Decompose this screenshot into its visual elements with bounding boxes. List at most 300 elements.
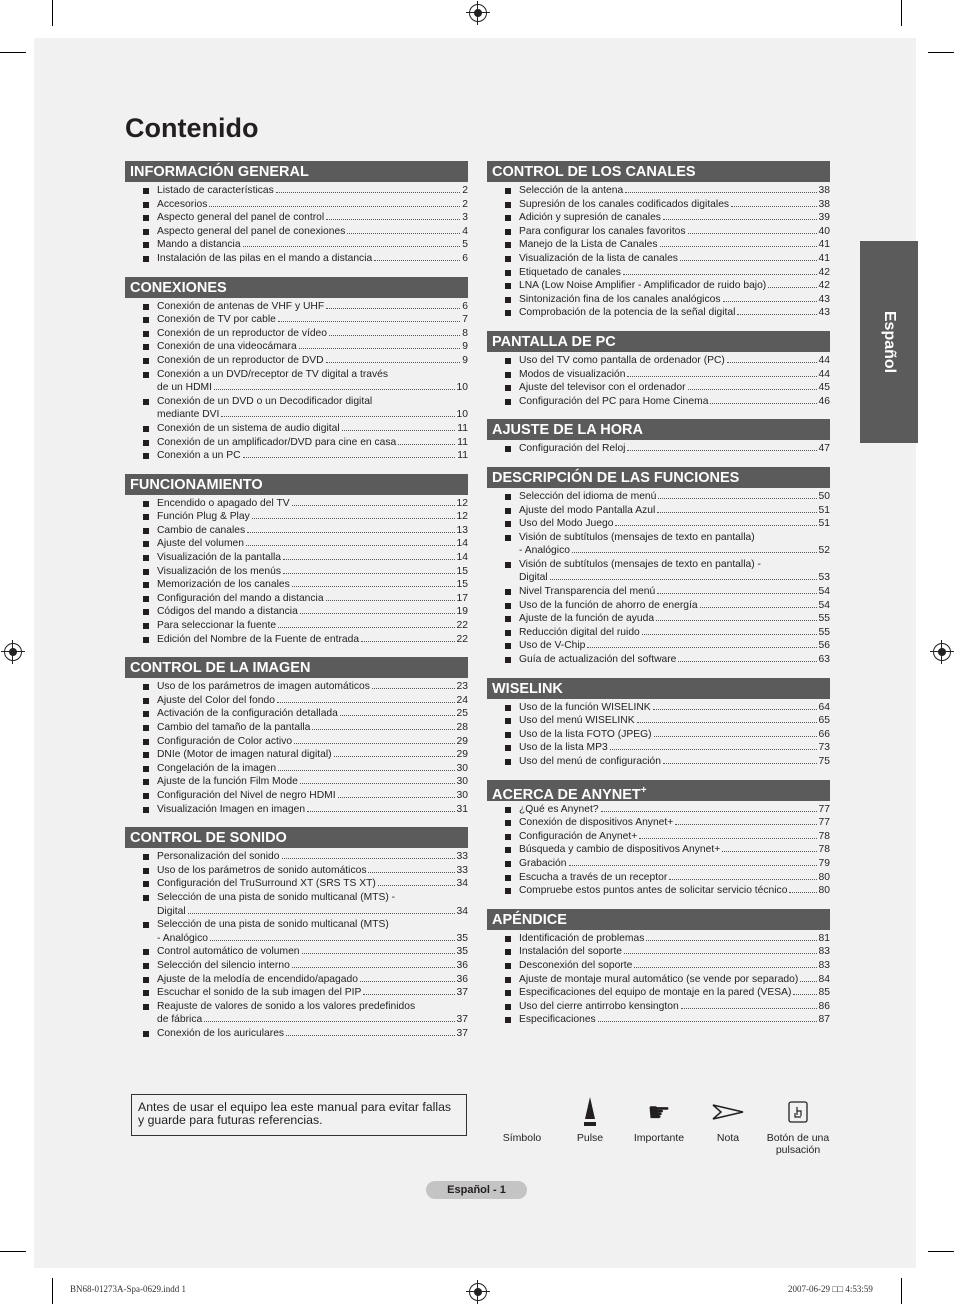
toc-entry-line: [157, 633, 468, 647]
dot-leader: [283, 559, 455, 560]
toc-entry-line: [519, 945, 830, 959]
toc-page-number: 50: [818, 490, 830, 502]
toc-entry-line: [519, 871, 830, 885]
dot-leader: [368, 872, 454, 873]
dot-leader: [789, 892, 816, 893]
dot-leader: [663, 219, 817, 220]
footer-file-info: BN68-01273A-Spa-0629.indd 1: [70, 1284, 186, 1294]
toc-page-number: 47: [818, 443, 830, 455]
toc-page-number: 79: [818, 857, 830, 869]
section-header: [487, 780, 830, 801]
legend-label: Nota: [716, 1132, 740, 1144]
toc-entry-text: Ajuste del modo Pantalla Azul: [519, 504, 656, 516]
toc-entry: [125, 619, 468, 633]
toc-entry: [487, 490, 830, 504]
toc-page-number: 28: [456, 722, 468, 733]
toc-page-number: 6: [462, 252, 468, 264]
toc-entry-line: [157, 748, 468, 762]
dot-leader: [737, 314, 816, 315]
toc-page-number: 36: [456, 959, 468, 971]
dot-leader: [793, 994, 816, 995]
dot-leader: [283, 573, 455, 574]
toc-entry: [487, 395, 830, 409]
toc-entry-text: Grabación: [519, 857, 567, 869]
toc-entry-line: [157, 877, 468, 891]
toc-entry-text: Digital: [519, 572, 548, 584]
toc-page-number: 37: [456, 1027, 468, 1039]
toc-page-number: 75: [818, 756, 830, 767]
toc-entry-line: [157, 225, 468, 239]
toc-column-left: [125, 161, 468, 1051]
toc-entry-text: Compruebe estos puntos antes de solicitar servicio técnico: [519, 885, 788, 897]
toc-entry-line: [157, 198, 468, 212]
dot-leader: [587, 647, 816, 648]
toc-entry: [125, 891, 468, 918]
toc-entry-line: [157, 891, 468, 905]
toc-entry-line: [157, 619, 468, 633]
crop-mark: [52, 1278, 53, 1304]
toc-entry-text: Instalación del soporte: [519, 946, 623, 958]
toc-entry: [125, 238, 468, 252]
toc-entry: [125, 762, 468, 776]
toc-entry: [125, 986, 468, 1000]
section-header: [487, 678, 830, 699]
toc-list: [125, 300, 468, 463]
toc-entry-text: Configuración del Nivel de negro HDMI: [157, 789, 336, 801]
toc-page-number: 10: [456, 382, 468, 394]
toc-entry: [125, 748, 468, 762]
toc-entry: [487, 871, 830, 885]
toc-entry-text: Selección de una pista de sonido multicanal (MTS) -: [157, 891, 396, 903]
toc-entry: [125, 850, 468, 864]
toc-entry-line: [519, 728, 830, 742]
section-header: [487, 909, 830, 930]
toc-entry-text: Configuración del TruSurround XT (SRS TS XT): [157, 878, 376, 890]
crop-mark: [901, 1278, 902, 1304]
toc-entry-text: Uso de la lista FOTO (JPEG): [519, 728, 652, 740]
toc-entry: [125, 1027, 468, 1041]
toc-entry-text: - Analógico: [157, 932, 208, 944]
toc-entry: [487, 959, 830, 973]
dot-leader: [299, 348, 461, 349]
dot-leader: [214, 389, 455, 390]
toc-entry-line: [157, 524, 468, 538]
toc-entry-line: [157, 680, 468, 694]
toc-entry: [125, 184, 468, 198]
toc-page-number: 37: [456, 987, 468, 999]
toc-entry: [125, 680, 468, 694]
toc-entry: [125, 945, 468, 959]
dot-leader: [637, 722, 817, 723]
toc-entry-line: [519, 544, 830, 558]
toc-entry: [487, 986, 830, 1000]
toc-entry: [125, 721, 468, 735]
toc-entry-line: [519, 504, 830, 518]
section-apendice: [487, 909, 830, 1027]
toc-entry: [487, 973, 830, 987]
toc-page-number: 15: [456, 565, 468, 577]
toc-entry: [125, 225, 468, 239]
registration-mark-icon: [469, 4, 487, 22]
toc-entry: [487, 728, 830, 742]
toc-entry-line: [157, 707, 468, 721]
section-header: [125, 277, 468, 298]
toc-entry-line: [157, 721, 468, 735]
toc-entry: [487, 354, 830, 368]
toc-entry-text: Uso de la función WISELINK: [519, 701, 651, 713]
toc-entry: [487, 442, 830, 456]
toc-entry: [487, 211, 830, 225]
toc-entry-text: Selección del idioma de menú: [519, 490, 657, 502]
toc-entry-text: Especificaciones del equipo de montaje en la pared (VESA): [519, 987, 792, 999]
dot-leader: [710, 403, 816, 404]
toc-entry-text: Adición y supresión de canales: [519, 212, 661, 224]
toc-entry-line: [157, 408, 468, 422]
toc-entry-line: [519, 585, 830, 599]
toc-entry-text: Supresión de los canales codificados digitales: [519, 198, 730, 210]
dot-leader: [188, 913, 455, 914]
toc-entry: [125, 1000, 468, 1027]
toc-page-number: 19: [456, 606, 468, 618]
registration-mark-icon: [4, 643, 22, 661]
toc-entry-text: Ajuste del televisor con el ordenador: [519, 382, 686, 394]
toc-page-number: 9: [462, 354, 468, 366]
toc-entry: [125, 959, 468, 973]
dot-leader: [800, 981, 816, 982]
toc-entry: [487, 714, 830, 728]
toc-entry-text: Códigos del mando a distancia: [157, 606, 298, 618]
toc-entry: [487, 1000, 830, 1014]
toc-entry-text: Conexión de TV por cable: [157, 314, 276, 326]
page-number: Español - 1: [426, 1181, 527, 1199]
toc-entry-line: [519, 266, 830, 280]
toc-entry: [125, 537, 468, 551]
toc-entry-line: [157, 932, 468, 946]
section-title: INFORMACIÓN GENERAL: [130, 164, 309, 180]
toc-page-number: 78: [818, 830, 830, 842]
dot-leader: [307, 811, 454, 812]
toc-entry-text: Aspecto general del panel de control: [157, 212, 325, 224]
toc-entry-text: Ajuste del Color del fondo: [157, 694, 275, 706]
toc-entry-text: Ajuste de la función de ayuda: [519, 613, 655, 625]
legend-item-note: [693, 1092, 763, 1144]
toc-entry-line: [157, 238, 468, 252]
toc-entry: [125, 313, 468, 327]
toc-entry-line: [519, 225, 830, 239]
toc-entry-line: [157, 1013, 468, 1027]
toc-entry-text: Mando a distancia: [157, 239, 241, 251]
toc-page-number: 80: [818, 871, 830, 883]
toc-entry: [487, 381, 830, 395]
toc-entry-line: [519, 986, 830, 1000]
toc-entry-text: Conexión de un DVD o un Decodificador digital: [157, 395, 373, 407]
toc-entry: [125, 707, 468, 721]
toc-entry: [487, 238, 830, 252]
toc-entry: [487, 830, 830, 844]
toc-page-number: 77: [818, 817, 830, 829]
registration-mark-icon: [933, 643, 951, 661]
toc-entry-text: Conexión de un reproductor de vídeo: [157, 327, 328, 339]
toc-entry-text: Etiquetado de canales: [519, 266, 621, 278]
toc-entry-text: Visión de subtítulos (mensajes de texto en pantalla): [519, 531, 755, 543]
toc-entry: [125, 300, 468, 314]
dot-leader: [374, 260, 460, 261]
toc-entry-text: Reducción digital del ruido: [519, 626, 640, 638]
dot-leader: [204, 1021, 454, 1022]
toc-entry: [125, 524, 468, 538]
toc-page-number: 12: [456, 511, 468, 523]
section-control-de-la-imagen: [125, 657, 468, 816]
section-title: WISELINK: [492, 680, 563, 697]
toc-page-number: 22: [456, 620, 468, 632]
toc-entry-line: [519, 381, 830, 395]
toc-entry-text: Conexión a un DVD/receptor de TV digital a través: [157, 368, 389, 380]
toc-entry-text: Conexión a un PC: [157, 450, 241, 462]
toc-entry-text: Comprobación de la potencia de la señal digital: [519, 307, 736, 319]
toc-entry-text: Configuración de Anynet+: [519, 830, 638, 842]
toc-page-number: 45: [818, 382, 830, 394]
toc-entry-text: Control automático de volumen: [157, 946, 300, 958]
toc-entry-line: [157, 905, 468, 919]
toc-entry-line: [519, 279, 830, 293]
toc-entry-line: [157, 300, 468, 314]
toc-entry-line: [157, 354, 468, 368]
toc-page-number: 41: [818, 252, 830, 264]
toc-entry: [125, 449, 468, 463]
section-title: CONTROL DE LOS CANALES: [492, 164, 696, 180]
dot-leader: [292, 505, 455, 506]
dot-leader: [347, 233, 460, 234]
dot-leader: [221, 416, 454, 417]
toc-entry: [125, 422, 468, 436]
toc-entry: [125, 877, 468, 891]
toc-entry-text: Conexión de los auriculares: [157, 1027, 285, 1039]
toc-entry-line: [157, 1027, 468, 1041]
section-title: FUNCIONAMIENTO: [130, 476, 263, 493]
symbol-legend: [487, 1092, 837, 1162]
dot-leader: [294, 743, 454, 744]
dot-leader: [276, 192, 461, 193]
toc-entry-line: [519, 368, 830, 382]
toc-entry-text: Uso del Modo Juego: [519, 518, 614, 530]
section-control-de-los-canales: [487, 161, 830, 320]
toc-entry-text: Congelación de la imagen: [157, 762, 277, 774]
toc-entry-line: [519, 198, 830, 212]
language-tab-label: Español: [881, 310, 898, 374]
toc-page-number: 12: [456, 497, 468, 509]
toc-entry: [487, 816, 830, 830]
toc-entry-text: Configuración de Color activo: [157, 735, 293, 747]
toc-entry-line: [157, 537, 468, 551]
toc-list: [125, 497, 468, 647]
dot-leader: [601, 811, 817, 812]
toc-page-number: 17: [456, 592, 468, 604]
toc-page-number: 11: [457, 422, 468, 434]
dot-leader: [727, 362, 817, 363]
crop-mark: [928, 52, 954, 53]
toc-entry-line: [157, 184, 468, 198]
toc-entry-text: de fábrica: [157, 1014, 203, 1026]
toc-list: [487, 803, 830, 898]
toc-list: [487, 442, 830, 456]
toc-page-number: 44: [818, 368, 830, 380]
toc-entry-text: Uso del TV como pantalla de ordenador (PC): [519, 354, 725, 366]
toc-page-number: 33: [456, 851, 468, 863]
toc-entry-line: [157, 368, 468, 382]
toc-entry: [125, 395, 468, 422]
toc-page-number: 29: [456, 749, 468, 761]
toc-entry: [125, 436, 468, 450]
toc-entry-text: DNIe (Motor de imagen natural digital): [157, 749, 332, 761]
toc-entry-text: Manejo de la Lista de Canales: [519, 239, 658, 251]
toc-page-number: 51: [818, 504, 830, 516]
toc-entry-line: [519, 238, 830, 252]
toc-entry-text: Selección de la antena: [519, 185, 624, 196]
dot-leader: [312, 729, 454, 730]
toc-entry-text: Instalación de las pilas en el mando a distancia: [157, 252, 373, 264]
toc-entry-text: Uso de los parámetros de sonido automáticos: [157, 864, 367, 876]
toc-entry: [487, 803, 830, 817]
dot-leader: [624, 953, 816, 954]
toc-entry-line: [157, 395, 468, 409]
toc-entry-line: [157, 497, 468, 511]
toc-entry-line: [157, 551, 468, 565]
toc-entry: [487, 857, 830, 871]
toc-entry-text: Uso de la lista MP3: [519, 742, 608, 754]
toc-entry-line: [519, 612, 830, 626]
toc-page-number: 31: [456, 803, 468, 815]
toc-page-number: 56: [818, 640, 830, 652]
toc-entry: [487, 884, 830, 898]
toc-page-number: 5: [462, 239, 468, 251]
toc-entry-text: Activación de la configuración detallada: [157, 708, 338, 720]
toc-entry-text: Modos de visualización: [519, 368, 626, 380]
toc-entry-text: Edición del Nombre de la Fuente de entrada: [157, 633, 360, 645]
toc-page-number: 14: [456, 538, 468, 550]
dot-leader: [329, 335, 460, 336]
dot-leader: [627, 376, 816, 377]
section-header: [125, 657, 468, 678]
pointing-hand-icon: ☛: [647, 1096, 671, 1127]
dot-leader: [342, 430, 456, 431]
dot-leader: [688, 233, 817, 234]
toc-list: [487, 701, 830, 769]
toc-entry-text: Personalización del sonido: [157, 851, 280, 863]
dot-leader: [278, 321, 460, 322]
toc-entry-line: [157, 592, 468, 606]
section-title: DESCRIPCIÓN DE LAS FUNCIONES: [492, 469, 740, 486]
toc-list: [487, 354, 830, 408]
toc-entry: [125, 633, 468, 647]
toc-entry: [487, 368, 830, 382]
dot-leader: [398, 444, 455, 445]
toc-entry: [487, 843, 830, 857]
legend-label: Pulse: [576, 1132, 604, 1144]
toc-page-number: 42: [818, 266, 830, 278]
section-informacion-general: [125, 161, 468, 266]
toc-page-number: 43: [818, 307, 830, 319]
note-text: Antes de usar el equipo lea este manual para evitar fallas y guarde para futuras referencias.: [138, 1100, 452, 1127]
dot-leader: [646, 940, 816, 941]
toc-entry-line: [157, 850, 468, 864]
toc-entry-text: Desconexión del soporte: [519, 959, 633, 971]
toc-entry-text: Accesorios: [157, 198, 208, 210]
dot-leader: [243, 246, 461, 247]
toc-entry-line: [157, 973, 468, 987]
toc-entry-line: [157, 436, 468, 450]
toc-entry-text: Selección de una pista de sonido multicanal (MTS): [157, 919, 389, 931]
toc-entry-text: LNA (Low Noise Amplifier - Amplificador de ruido bajo): [519, 280, 767, 292]
toc-page-number: 83: [818, 946, 830, 958]
toc-entry-text: ¿Qué es Anynet?: [519, 803, 599, 815]
toc-entry: [125, 497, 468, 511]
toc-entry-line: [519, 490, 830, 504]
toc-entry-line: [157, 986, 468, 1000]
toc-entry-line: [157, 918, 468, 932]
toc-entry: [487, 252, 830, 266]
toc-entry-line: [519, 857, 830, 871]
toc-entry-text: Ajuste de montaje mural automático (se vende por separado): [519, 973, 799, 985]
toc-entry-text: Digital: [157, 905, 186, 917]
toc-page-number: 77: [818, 803, 830, 815]
toc-page-number: 9: [462, 341, 468, 353]
dot-leader: [209, 206, 460, 207]
one-touch-button-icon: [763, 1092, 833, 1132]
section-ajuste-de-la-hora: [487, 419, 830, 456]
section-wiselink: [487, 678, 830, 769]
toc-entry: [487, 293, 830, 307]
symbol-icon: [487, 1092, 557, 1132]
toc-entry-text: Escucha a través de un receptor: [519, 871, 668, 883]
toc-page-number: 85: [818, 987, 830, 999]
dot-leader: [326, 362, 461, 363]
dot-leader: [623, 274, 817, 275]
toc-entry-text: Ajuste del volumen: [157, 538, 245, 550]
toc-page-number: 30: [456, 762, 468, 774]
legend-label: Símbolo: [502, 1132, 542, 1144]
toc-page-number: 38: [818, 185, 830, 196]
toc-list: [487, 184, 830, 320]
dot-leader: [278, 770, 454, 771]
dot-leader: [300, 783, 455, 784]
toc-entry-line: [157, 313, 468, 327]
toc-page-number: 54: [818, 586, 830, 598]
toc-entry: [125, 340, 468, 354]
dot-leader: [688, 389, 817, 390]
toc-entry: [487, 653, 830, 667]
toc-entry: [487, 626, 830, 640]
toc-entry-text: Conexión de dispositivos Anynet+: [519, 817, 674, 829]
toc-entry: [487, 1013, 830, 1027]
toc-list: [487, 932, 830, 1027]
toc-page-number: 37: [456, 1014, 468, 1026]
toc-entry: [125, 211, 468, 225]
toc-page-number: 54: [818, 599, 830, 611]
dot-leader: [210, 940, 455, 941]
toc-entry-text: Listado de características: [157, 185, 274, 196]
toc-entry-line: [519, 884, 830, 898]
toc-entry-line: [157, 327, 468, 341]
toc-entry: [487, 279, 830, 293]
toc-entry: [487, 504, 830, 518]
toc-page-number: 6: [462, 300, 468, 312]
dot-leader: [247, 532, 454, 533]
toc-entry: [487, 266, 830, 280]
toc-entry-line: [519, 442, 830, 456]
toc-entry-line: [157, 211, 468, 225]
dot-leader: [252, 518, 455, 519]
toc-entry: [125, 605, 468, 619]
